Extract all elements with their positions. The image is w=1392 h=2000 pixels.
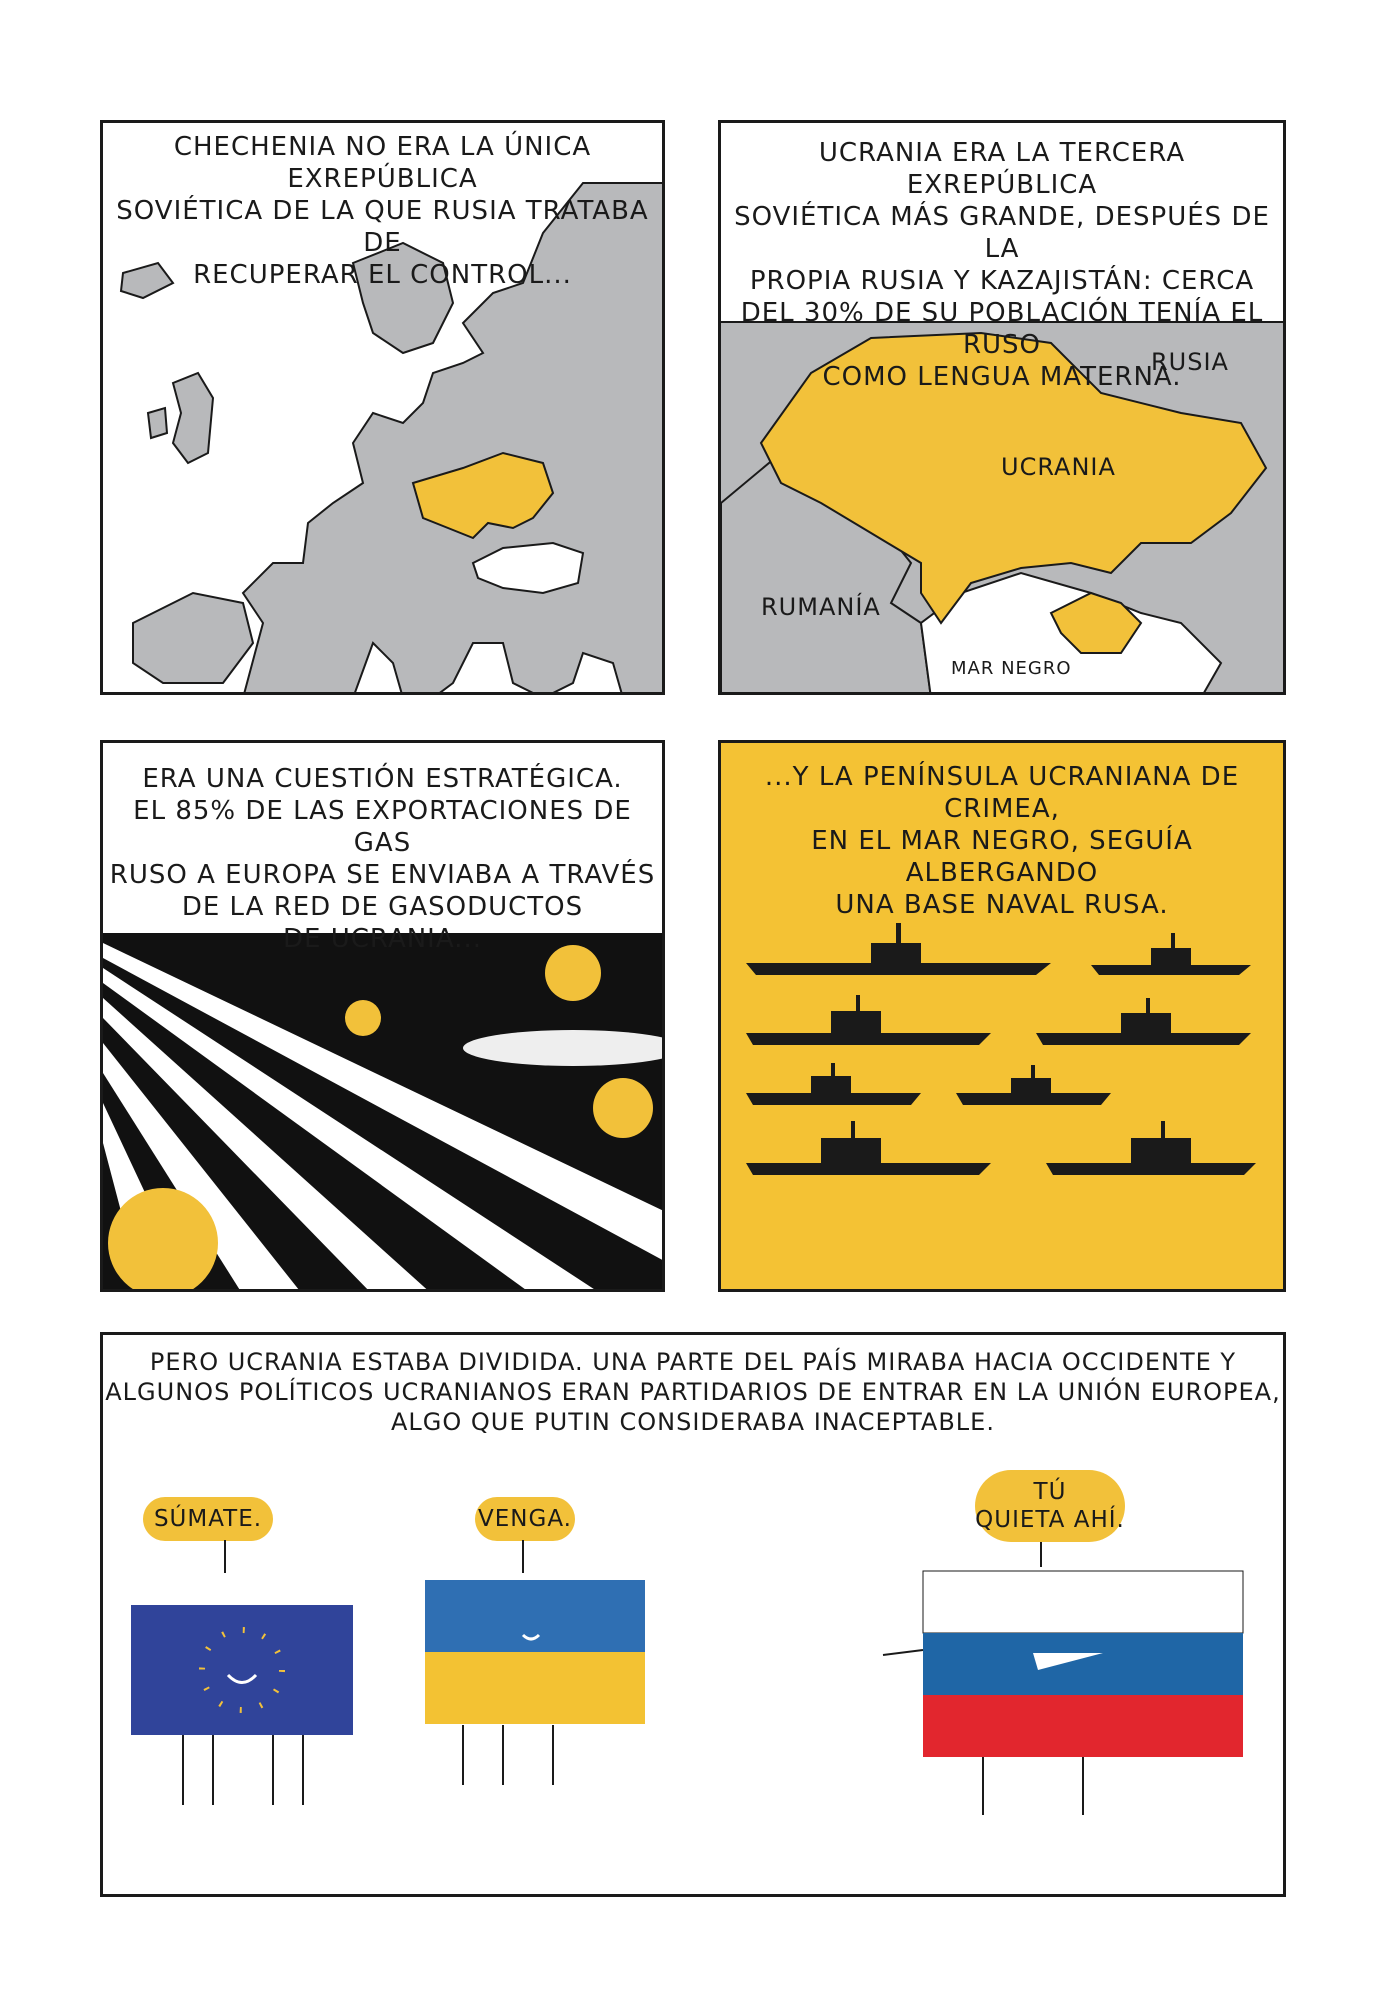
ukraine-flag-character xyxy=(425,1540,645,1785)
ship-silhouette xyxy=(956,1065,1111,1105)
ship-silhouette xyxy=(746,1121,991,1175)
panel-caption: CHECHENIA NO ERA LA ÚNICA EXREPÚBLICA SOVIÉTICA DE LA QUE RUSIA TRATABA DE RECUPERAR EL CONTROL... xyxy=(116,132,649,290)
ship-silhouette xyxy=(1091,933,1251,975)
speech-bubble-eu: SÚMATE. xyxy=(143,1497,273,1541)
label-rusia: RUSIA xyxy=(1151,348,1229,376)
speech-bubble-ukraine: VENGA. xyxy=(475,1497,575,1541)
panel-pipelines xyxy=(100,740,665,1292)
label-ucrania: UCRANIA xyxy=(1001,453,1116,481)
panel-ukraine-map xyxy=(718,120,1286,695)
speech-bubble-russia: TÚ QUIETA AHÍ. xyxy=(975,1470,1125,1542)
panel-flags xyxy=(100,1332,1286,1897)
panel-caption: UCRANIA ERA LA TERCERA EXREPÚBLICA SOVIÉTICA MÁS GRANDE, DESPUÉS DE LA PROPIA RUSIA Y KAZAJISTÁN: CERCA DEL 30% DE SU POBLACIÓN TENÍA EL RUSO COMO LENGUA MATERNA. xyxy=(734,138,1270,392)
eu-flag-character xyxy=(131,1540,353,1805)
flag-characters xyxy=(103,1335,1286,1897)
ship-silhouette xyxy=(746,995,991,1045)
panel-caption: ...Y LA PENÍNSULA UCRANIANA DE CRIMEA, EN EL MAR NEGRO, SEGUÍA ALBERGANDO UNA BASE NAVAL RUSA. xyxy=(764,762,1240,920)
label-rumania: RUMANÍA xyxy=(761,593,881,621)
panel-caption: PERO UCRANIA ESTABA DIVIDIDA. UNA PARTE DEL PAÍS MIRABA HACIA OCCIDENTE Y ALGUNOS POLÍTICOS UCRANIANOS ERAN PARTIDARIOS DE ENTRAR EN LA UNIÓN EUROPEA, ALGO QUE PUTIN CONSIDERABA INACEPTABLE. xyxy=(105,1348,1281,1436)
ship-silhouette xyxy=(746,1063,921,1105)
russia-flag-character xyxy=(883,1542,1243,1815)
panel-europe-map xyxy=(100,120,665,695)
ship-silhouettes xyxy=(721,743,1286,1292)
panel-caption: ERA UNA CUESTIÓN ESTRATÉGICA. EL 85% DE LAS EXPORTACIONES DE GAS RUSO A EUROPA SE ENVIABA A TRAVÉS DE LA RED DE GASODUCTOS DE UCRANIA... xyxy=(109,764,656,954)
label-mar-negro: MAR NEGRO xyxy=(951,658,1072,679)
ship-silhouette xyxy=(746,923,1051,975)
panel-naval-base xyxy=(718,740,1286,1292)
ship-silhouette xyxy=(1046,1121,1256,1175)
ship-silhouette xyxy=(1036,998,1251,1045)
